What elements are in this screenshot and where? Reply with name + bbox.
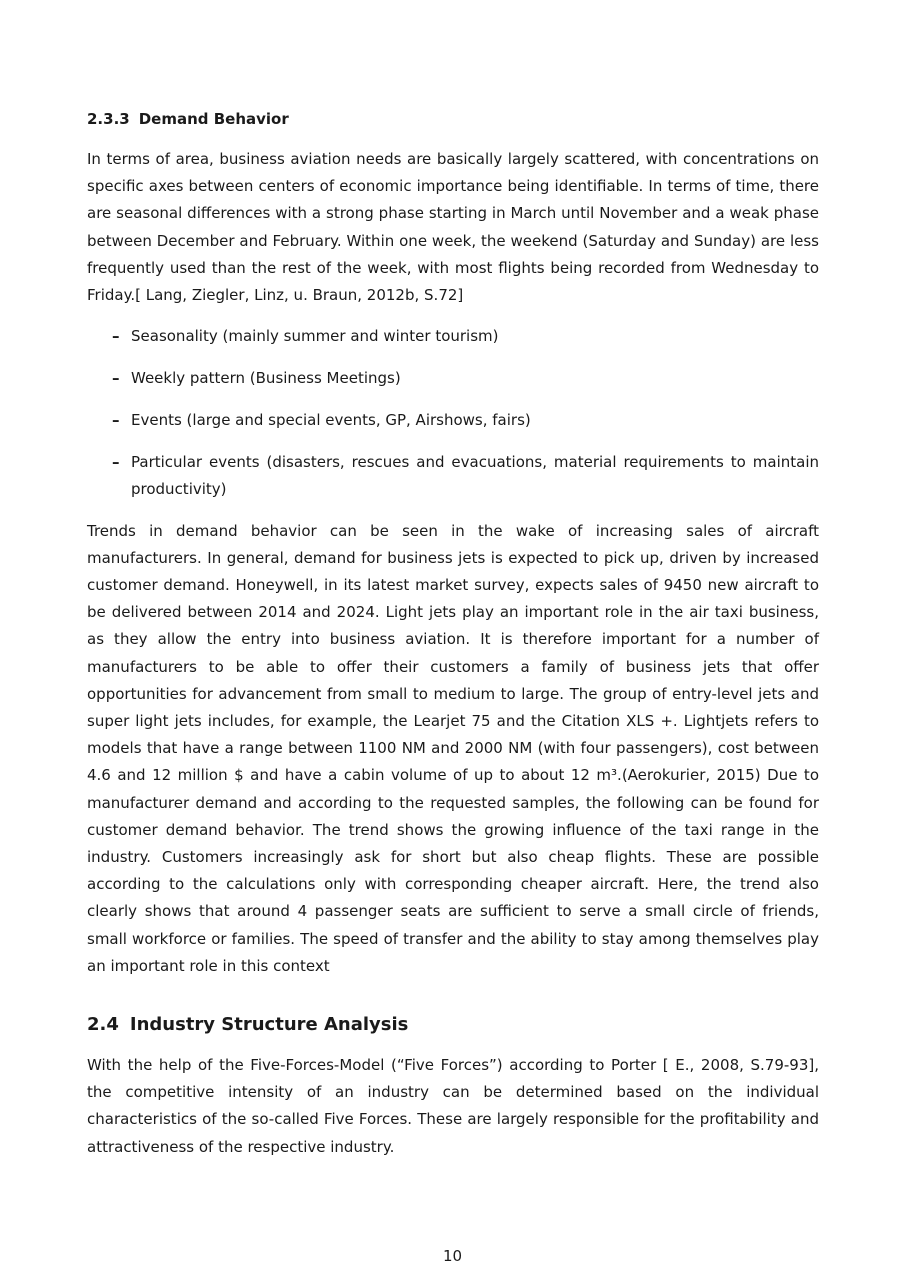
bullet-dash: –	[112, 410, 120, 429]
page-number: 10	[442, 1247, 463, 1265]
list-item-text: Events (large and special events, GP, Airshows, fairs)	[131, 410, 531, 429]
list-item	[87, 323, 819, 350]
list-item-text: Particular events (disasters, rescues and evacuations, material requirements to maintain productivity)	[131, 452, 819, 498]
list-item-text: Seasonality (mainly summer and winter tourism)	[131, 327, 499, 346]
bullet-dash: –	[112, 369, 120, 388]
section-heading	[87, 1010, 819, 1040]
paragraph-demand-trends: Trends in demand behavior can be seen in the wake of increasing sales of aircraft manufacturers. In general, demand for business jets is expected to pick up, driven by increased customer demand. Honeywell, in its latest market survey, expects sales of 9450 new aircraft to be delivered between 2014 and 2024. Light jets play an important role in the air taxi business, as they allow the entry into business aviation. It is therefore important for a number of manufacturers to be able to offer their customers a family of business jets that offer opportunities for advancement from small to medium to large. The group of entry-level jets and super light jets includes, for example, the Learjet 75 and the Citation XLS +. Lightjets refers to models that have a range between 1100 NM and 2000 NM (with four passengers), cost between 4.6 and 12 million $ and have a cabin volume of up to about 12 m³.(Aerokurier, 2015) Due to manufacturer demand and according to the requested samples, the following can be found for customer demand behavior. The trend shows the growing influence of the taxi range in the industry. Customers increasingly ask for short but also cheap flights. These are possible according to the calculations only with corresponding cheaper aircraft. Here, the trend also clearly shows that around 4 passenger seats are sufficient to serve a small circle of friends, small workforce or families. The speed of transfer and the ability to stay among themselves play an important role in this context	[87, 521, 819, 975]
bullet-dash: –	[112, 327, 120, 346]
demand-factors-list	[87, 323, 819, 503]
section-title: Industry Structure Analysis	[129, 1014, 409, 1036]
subsection-heading	[87, 106, 819, 132]
list-item-text: Weekly pattern (Business Meetings)	[131, 369, 401, 388]
paragraph-demand-behavior: In terms of area, business aviation needs are basically largely scattered, with concentrations on specific axes between centers of economic importance being identifiable. In terms of time, there are seasonal differences with a strong phase starting in March until November and a weak phase between December and February. Within one week, the weekend (Saturday and Sunday) are less frequently used than the rest of the week, with most flights being recorded from Wednesday to Friday.[ Lang, Ziegler, Linz, u. Braun, 2012b, S.72]	[87, 150, 819, 305]
list-item	[87, 449, 819, 503]
section-number: 2.4	[87, 1014, 119, 1036]
list-item	[87, 365, 819, 392]
page-body	[87, 106, 819, 1161]
subsection-number: 2.3.3	[87, 110, 130, 128]
subsection-title: Demand Behavior	[138, 110, 289, 128]
list-item	[87, 407, 819, 434]
bullet-dash: –	[112, 452, 120, 471]
paragraph-five-forces: With the help of the Five-Forces-Model (“Five Forces”) according to Porter [ E., 2008, S.79-93], the competitive intensity of an industry can be determined based on the individual characteristics of the so-called Five Forces. These are largely responsible for the profitability and attractiveness of the respective industry.	[87, 1056, 819, 1156]
